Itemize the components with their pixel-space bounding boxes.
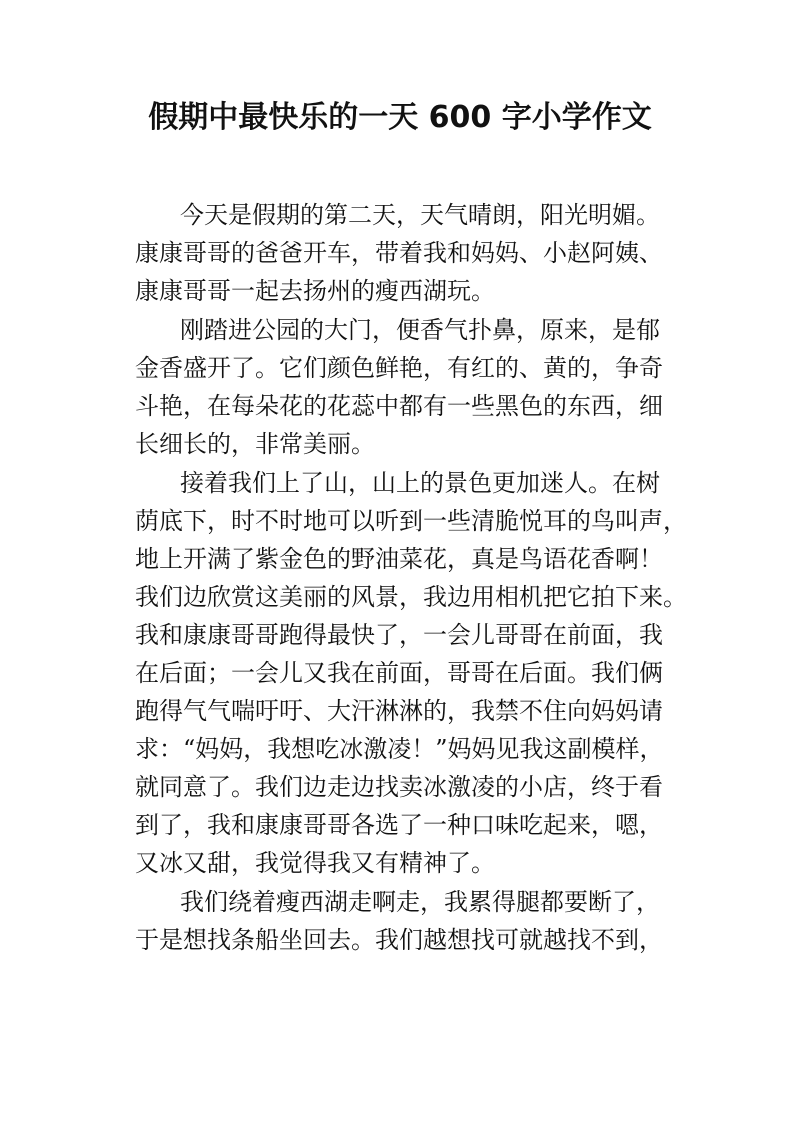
text-line: 于是想找条船坐回去。我们越想找可就越找不到，: [135, 926, 663, 954]
text-line: 到了，我和康康哥哥各选了一种口味吃起来，嗯，: [135, 811, 663, 839]
text-line: 斗艳，在每朵花的花蕊中都有一些黑色的东西，细: [135, 392, 663, 420]
text-line: 跑得气气喘吁吁、大汗淋淋的，我禁不住向妈妈请: [135, 697, 663, 725]
text-line: 今天是假期的第二天，天气晴朗，阳光明媚。: [180, 201, 660, 229]
text-line: 我们绕着瘦西湖走啊走，我累得腿都要断了，: [180, 888, 660, 916]
text-line: 刚踏进公园的大门，便香气扑鼻，原来，是郁: [180, 316, 660, 344]
text-line: 长细长的，非常美丽。: [135, 430, 375, 458]
text-line: 我们边欣赏这美丽的风景，我边用相机把它拍下来。: [135, 583, 687, 611]
document-title: 假期中最快乐的一天 600 字小学作文: [148, 100, 652, 135]
document-body: [135, 196, 695, 959]
text-line: 荫底下，时不时地可以听到一些清脆悦耳的鸟叫声，: [135, 507, 687, 535]
text-line: 就同意了。我们边走边找卖冰激凌的小店，终于看: [135, 773, 663, 801]
text-line: 我和康康哥哥跑得最快了，一会儿哥哥在前面，我: [135, 621, 663, 649]
text-line: 接着我们上了山，山上的景色更加迷人。在树: [180, 469, 660, 497]
text-line: 康康哥哥的爸爸开车，带着我和妈妈、小赵阿姨、: [135, 239, 663, 267]
text-line: 地上开满了紫金色的野油菜花，真是鸟语花香啊！: [135, 545, 663, 573]
text-line: 康康哥哥一起去扬州的瘦西湖玩。: [135, 277, 495, 305]
text-line: 求：“妈妈，我想吃冰激凌！”妈妈见我这副模样，: [135, 735, 664, 763]
text-line: 在后面；一会儿又我在前面，哥哥在后面。我们俩: [135, 659, 663, 687]
text-line: 又冰又甜，我觉得我又有精神了。: [135, 849, 495, 877]
text-line: 金香盛开了。它们颜色鲜艳，有红的、黄的，争奇: [135, 354, 663, 382]
